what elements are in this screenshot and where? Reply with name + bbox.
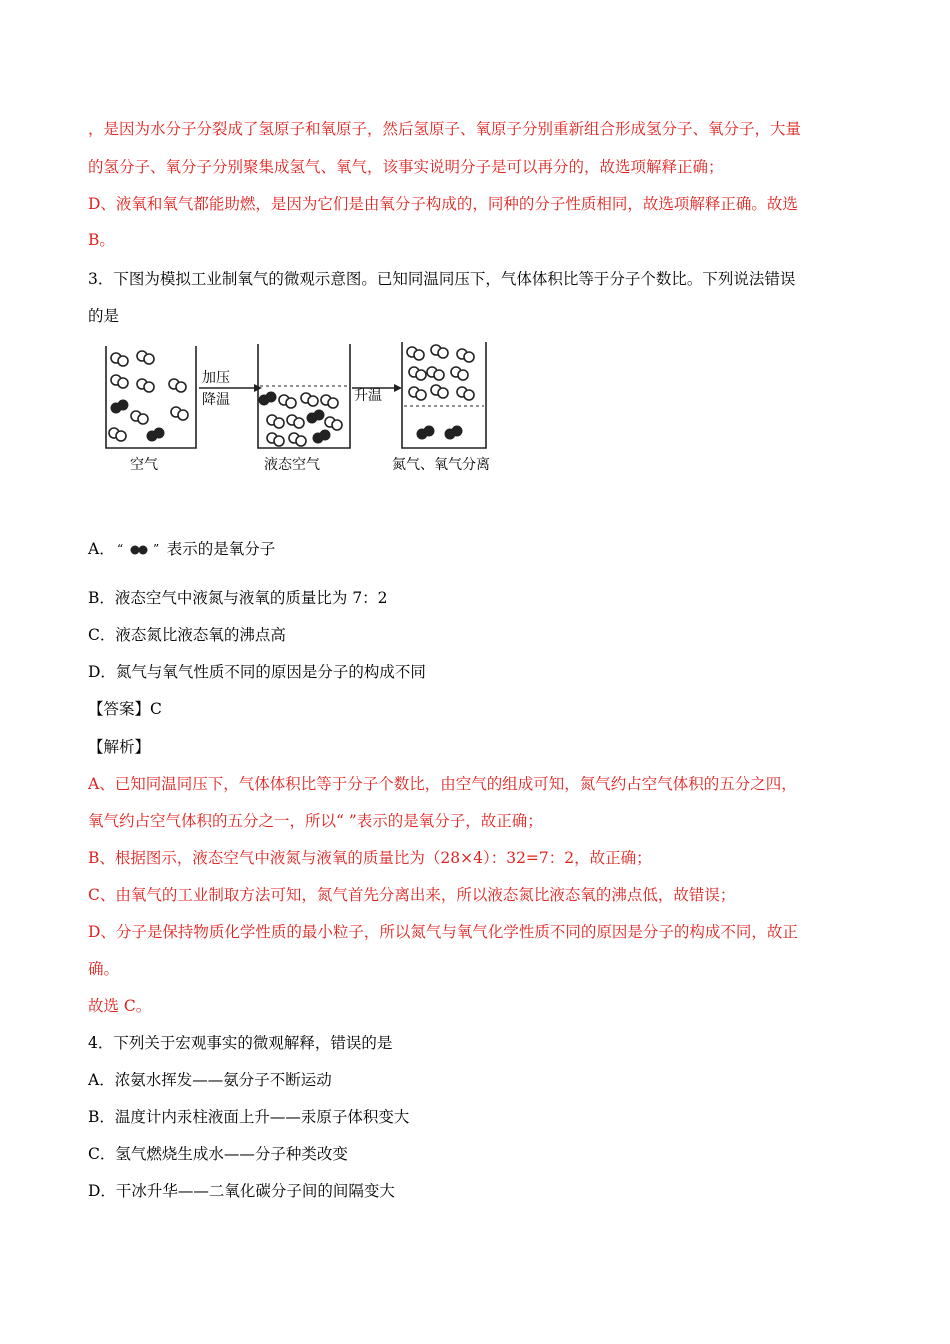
option-a-prefix: A． (88, 540, 115, 558)
question-4-option-d: D．干冰升华——二氧化碳分子间的间隔变大 (88, 1182, 395, 1200)
text-line: 的氢分子、氧分子分别聚集成氢气、氧气，该事实说明分子是可以再分的，故选项解释正确； (88, 158, 724, 176)
text-line: ，是因为水分子分裂成了氢原子和氧原子，然后氢原子、氧原子分别重新组合形成氢分子、氧分子，大量 (88, 120, 802, 138)
explanation-line: 确。 (88, 960, 120, 978)
explanation-line: 故选 C。 (88, 997, 152, 1015)
container-air (106, 346, 196, 448)
analysis-label: 【解析】 (88, 738, 151, 756)
black-molecule-icon (115, 541, 167, 559)
explanation-line: 氧气约占空气体积的五分之一，所以“ ”表示的是氧分子，故正确； (88, 812, 543, 830)
option-a-text: 表示的是氧分子 (166, 540, 276, 558)
label-liquid-air: 液态空气 (264, 457, 320, 473)
svg-text:”: ” (152, 542, 159, 556)
label-separated: 氮气、氧气分离 (392, 457, 490, 473)
explanation-line: C、由氧气的工业制取方法可知，氮气首先分离出来，所以液态氮比液态氧的沸点低，故错误； (88, 886, 736, 904)
label-air: 空气 (130, 457, 158, 473)
explanation-line: D、分子是保持物质化学性质的最小粒子，所以氮气与氧气化学性质不同的原因是分子的构成不同，故正 (88, 923, 798, 941)
arrow2-label: 升温 (354, 388, 382, 404)
container-separated (402, 342, 486, 448)
option-c: C．液态氮比液态氧的沸点高 (88, 626, 286, 644)
question-4-option-b: B．温度计内汞柱液面上升——汞原子体积变大 (88, 1108, 410, 1126)
answer-label: 【答案】C (88, 700, 162, 718)
arrow1-label-bottom: 降温 (202, 392, 230, 408)
question-4-option-a: A．浓氨水挥发——氨分子不断运动 (88, 1071, 332, 1089)
question-3-stem-cont: 的是 (88, 307, 120, 325)
option-b: B．液态空气中液氮与液氧的质量比为 7：2 (88, 589, 388, 607)
svg-text:“: “ (116, 542, 123, 556)
option-d: D．氮气与氧气性质不同的原因是分子的构成不同 (88, 663, 426, 681)
question-4-option-c: C．氢气燃烧生成水——分子种类改变 (88, 1145, 348, 1163)
explanation-line: A、已知同温同压下，气体体积比等于分子个数比，由空气的组成可知，氮气约占空气体积的五分之四， (88, 775, 797, 793)
explanation-line: B、根据图示，液态空气中液氮与液氧的质量比为（28×4）：32=7：2，故正确； (88, 849, 652, 867)
text-line: D、液氧和氧气都能助燃，是因为它们是由氧分子构成的，同种的分子性质相同，故选项解释正确。故选 (88, 195, 798, 213)
question-3-stem: 3．下图为模拟工业制氧气的微观示意图。已知同温同压下，气体体积比等于分子个数比。下列说法错误 (88, 270, 796, 288)
container-liquid-air (258, 344, 350, 448)
question-4-stem: 4．下列关于宏观事实的微观解释，错误的是 (88, 1034, 393, 1052)
option-a (88, 538, 275, 560)
industrial-oxygen-diagram (96, 338, 516, 478)
arrow1-label-top: 加压 (202, 370, 230, 386)
text-line: B。 (88, 231, 115, 249)
